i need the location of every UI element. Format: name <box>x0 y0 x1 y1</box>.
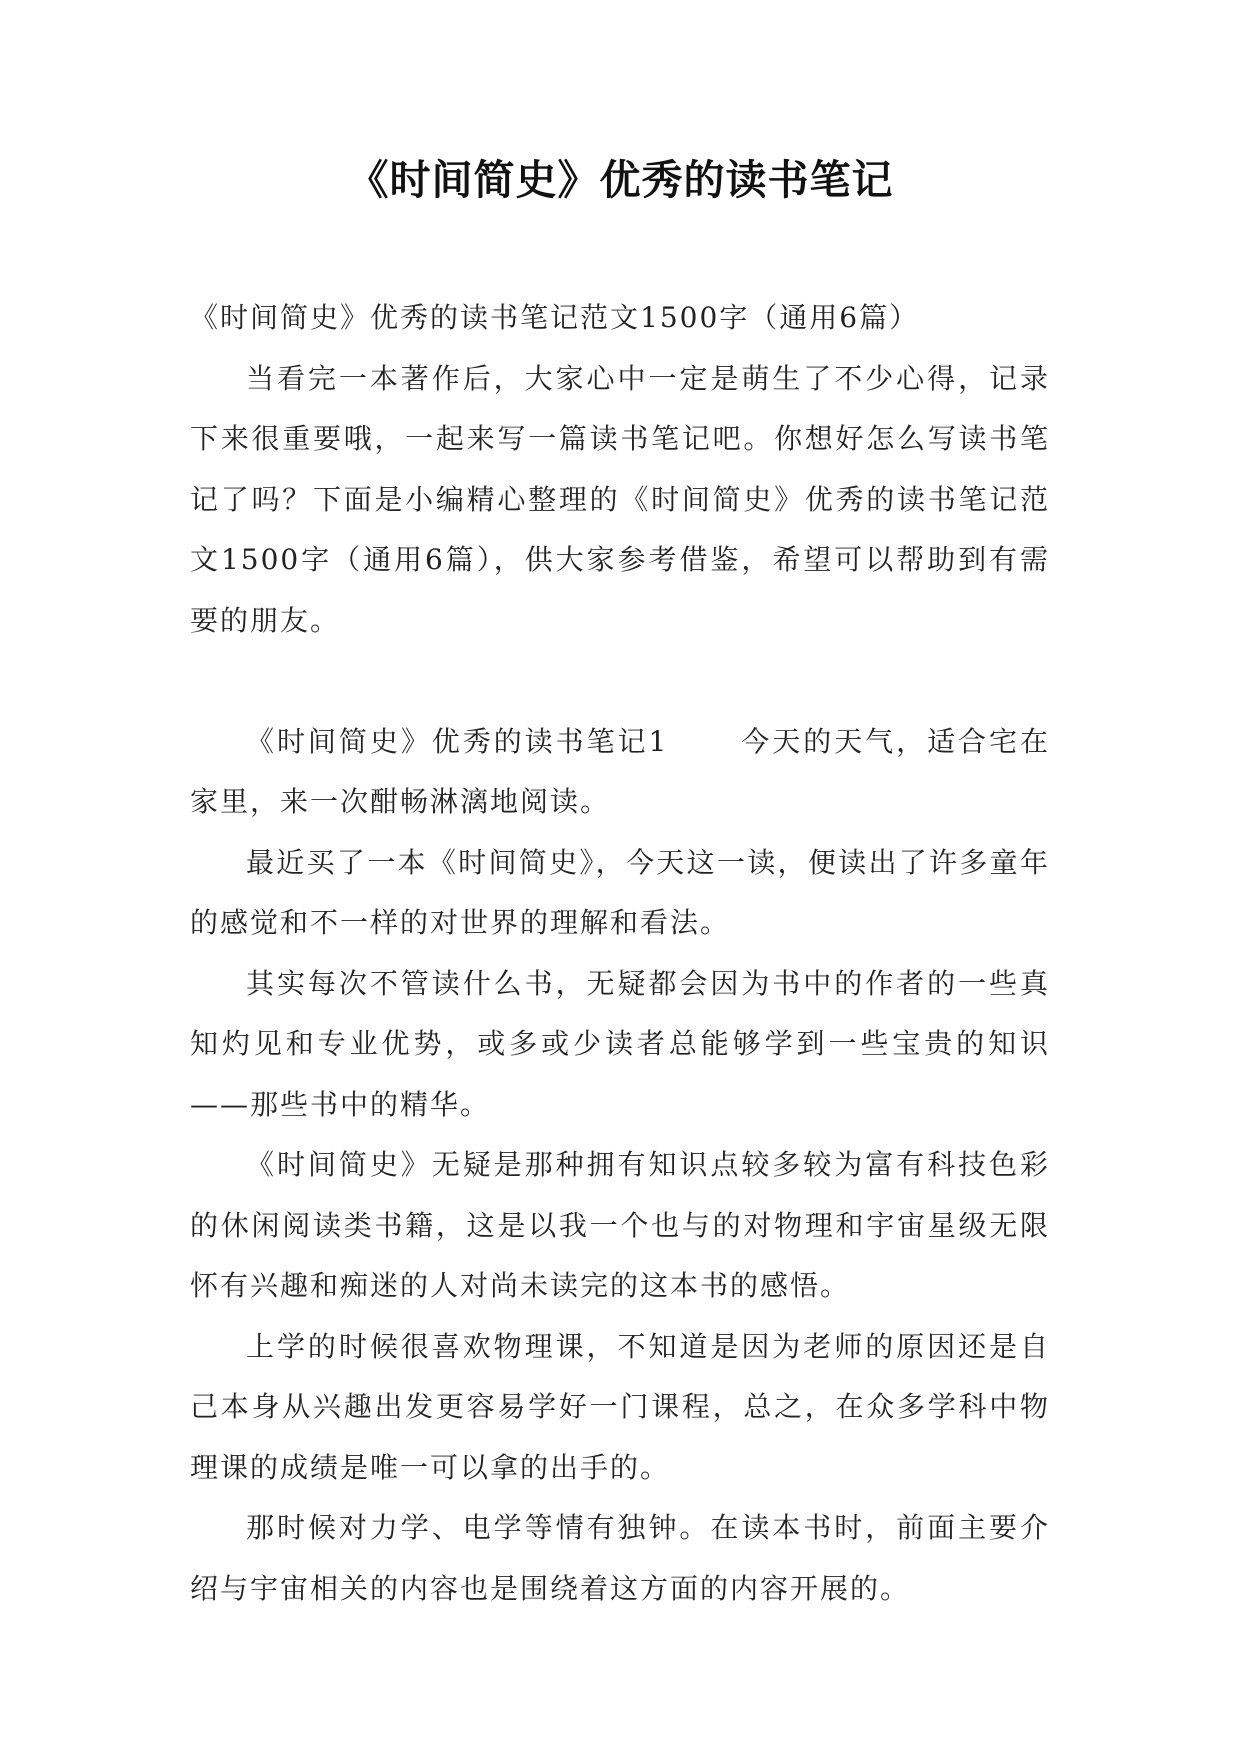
body-paragraph: 最近买了一本《时间简史》，今天这一读，便读出了许多童年的感觉和不一样的对世界的理解和看法。 <box>190 845 1050 939</box>
document-title: 《时间简史》优秀的读书笔记 <box>347 156 894 204</box>
body-paragraph: 那时候对力学、电学等情有独钟。在读本书时，前面主要介绍与宇宙相关的内容也是围绕着这方面的内容开展的。 <box>190 1511 1050 1605</box>
paragraph-gap <box>190 651 1050 712</box>
intro-paragraph: 当看完一本著作后，大家心中一定是萌生了不少心得，记录下来很重要哦，一起来写一篇读书笔记吧。你想好怎么写读书笔记了吗？下面是小编精心整理的《时间简史》优秀的读书笔记范文1500字（通用6篇），供大家参考借鉴，希望可以帮助到有需要的朋友。 <box>190 361 1050 637</box>
document-subtitle: 《时间简史》优秀的读书笔记范文1500字（通用6篇） <box>190 301 920 334</box>
body-paragraph: 其实每次不管读什么书，无疑都会因为书中的作者的一些真知灼见和专业优势，或多或少读者总能够学到一些宝贵的知识——那些书中的精华。 <box>190 966 1050 1121</box>
section-1-heading: 《时间简史》优秀的读书笔记1 <box>246 724 669 758</box>
document-body <box>190 288 1050 1619</box>
section-1-lead: 今天的天气，适合宅在家里，来一次酣畅淋漓地阅读。 <box>190 724 1050 818</box>
body-paragraph: 《时间简史》无疑是那种拥有知识点较多较为富有科技色彩的休闲阅读类书籍，这是以我一个也与的对物理和宇宙星级无限怀有兴趣和痴迷的人对尚未读完的这本书的感悟。 <box>190 1148 1050 1302</box>
section-1-paragraph <box>190 712 1050 833</box>
body-paragraph: 上学的时候很喜欢物理课，不知道是因为老师的原因还是自己本身从兴趣出发更容易学好一门课程，总之，在众多学科中物理课的成绩是唯一可以拿的出手的。 <box>190 1329 1050 1484</box>
